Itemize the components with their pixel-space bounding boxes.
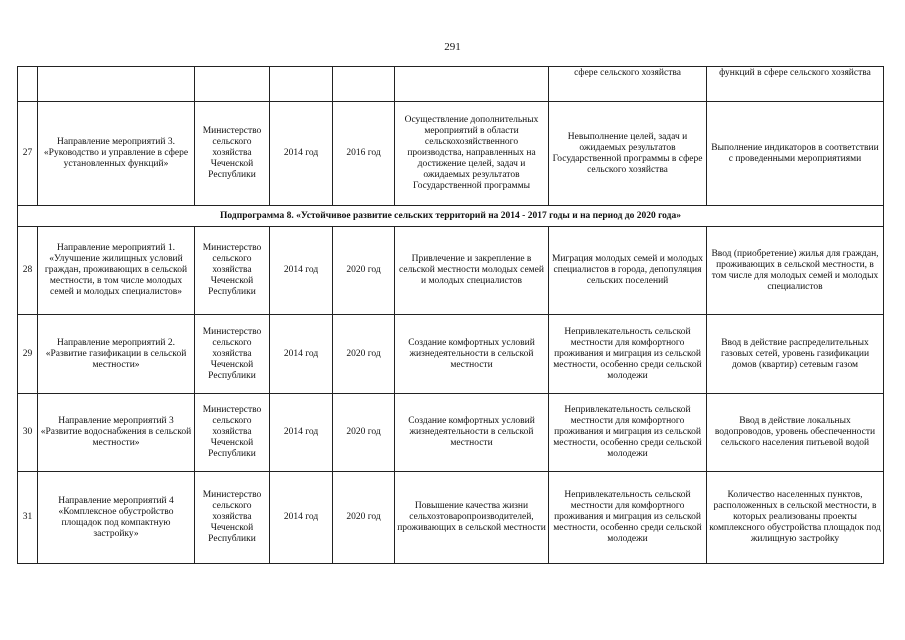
start-year-cell: 2014 год xyxy=(270,315,333,394)
row-number: 30 xyxy=(18,394,38,472)
direction-cell: Направление мероприятий 1. «Улучшение жилищных условий граждан, проживающих в сельской местности, в том числе молодых семей и молодых специалистов» xyxy=(38,227,195,315)
risks-cell: Миграция молодых семей и молодых специалистов в города, депопуляция сельских поселений xyxy=(549,227,707,315)
subprogram-row xyxy=(18,206,884,227)
end-year-cell: 2016 год xyxy=(333,102,395,206)
continuation-row xyxy=(18,67,884,102)
direction-cell: Направление мероприятий 3. «Руководство и управление в сфере установленных функций» xyxy=(38,102,195,206)
direction-cell: Направление мероприятий 2. «Развитие газификации в сельской местности» xyxy=(38,315,195,394)
objective-cell: Осуществление дополнительных мероприятий в области сельскохозяйственного производства, направленных на достижение целей, задач и ожидаемых результатов Государственной программы xyxy=(395,102,549,206)
row-number: 27 xyxy=(18,102,38,206)
direction-cell: Направление мероприятий 3 «Развитие водоснабжения в сельской местности» xyxy=(38,394,195,472)
start-year-cell: 2014 год xyxy=(270,472,333,564)
executor-cell: Министерство сельского хозяйства Чеченской Республики xyxy=(195,472,270,564)
direction-cell: Направление мероприятий 4 «Комплексное обустройство площадок под компактную застройку» xyxy=(38,472,195,564)
start-year-cell: 2014 год xyxy=(270,102,333,206)
table-row xyxy=(18,394,884,472)
results-cell: Ввод в действие локальных водопроводов, уровень обеспеченности сельского населения питьевой водой xyxy=(707,394,884,472)
results-cell: Количество населенных пунктов, расположенных в сельской местности, в которых реализованы проекты комплексного обустройства площадок под жилищную застройку xyxy=(707,472,884,564)
table-row xyxy=(18,227,884,315)
end-year-cell: 2020 год xyxy=(333,472,395,564)
risks-cell: сфере сельского хозяйства xyxy=(549,67,707,102)
end-year-cell: 2020 год xyxy=(333,394,395,472)
page-number: 291 xyxy=(444,41,461,53)
table-row xyxy=(18,315,884,394)
start-year-cell: 2014 год xyxy=(270,394,333,472)
table-row xyxy=(18,472,884,564)
results-cell: Ввод в действие распределительных газовых сетей, уровень газификации домов (квартир) сетевым газом xyxy=(707,315,884,394)
risks-cell: Непривлекательность сельской местности для комфортного проживания и миграция из сельской местности, особенно среди сельской молодежи xyxy=(549,315,707,394)
executor-cell: Министерство сельского хозяйства Чеченской Республики xyxy=(195,394,270,472)
executor-cell: Министерство сельского хозяйства Чеченской Республики xyxy=(195,315,270,394)
row-number: 31 xyxy=(18,472,38,564)
executor-cell: Министерство сельского хозяйства Чеченской Республики xyxy=(195,102,270,206)
objective-cell: Создание комфортных условий жизнедеятельности в сельской местности xyxy=(395,394,549,472)
objective-cell: Создание комфортных условий жизнедеятельности в сельской местности xyxy=(395,315,549,394)
objective-cell: Повышение качества жизни сельхозтоваропроизводителей, проживающих в сельской местности xyxy=(395,472,549,564)
risks-cell: Невыполнение целей, задач и ожидаемых результатов Государственной программы в сфере сельского хозяйства xyxy=(549,102,707,206)
executor-cell: Министерство сельского хозяйства Чеченской Республики xyxy=(195,227,270,315)
objective-cell: Привлечение и закрепление в сельской местности молодых семей и молодых специалистов xyxy=(395,227,549,315)
subprogram-title: Подпрограмма 8. «Устойчивое развитие сельских территорий на 2014 - 2017 годы и на период до 2020 года» xyxy=(18,206,884,227)
row-number: 28 xyxy=(18,227,38,315)
results-cell: Ввод (приобретение) жилья для граждан, проживающих в сельской местности, в том числе для молодых семей и молодых специалистов xyxy=(707,227,884,315)
results-cell: Выполнение индикаторов в соответствии с проведенными мероприятиями xyxy=(707,102,884,206)
start-year-cell: 2014 год xyxy=(270,227,333,315)
table-row xyxy=(18,102,884,206)
results-cell: функций в сфере сельского хозяйства xyxy=(707,67,884,102)
end-year-cell: 2020 год xyxy=(333,315,395,394)
measures-table xyxy=(17,66,884,564)
row-number: 29 xyxy=(18,315,38,394)
risks-cell: Непривлекательность сельской местности для комфортного проживания и миграция из сельской местности, особенно среди сельской молодежи xyxy=(549,472,707,564)
end-year-cell: 2020 год xyxy=(333,227,395,315)
risks-cell: Непривлекательность сельской местности для комфортного проживания и миграция из сельской местности, особенно среди сельской молодежи xyxy=(549,394,707,472)
